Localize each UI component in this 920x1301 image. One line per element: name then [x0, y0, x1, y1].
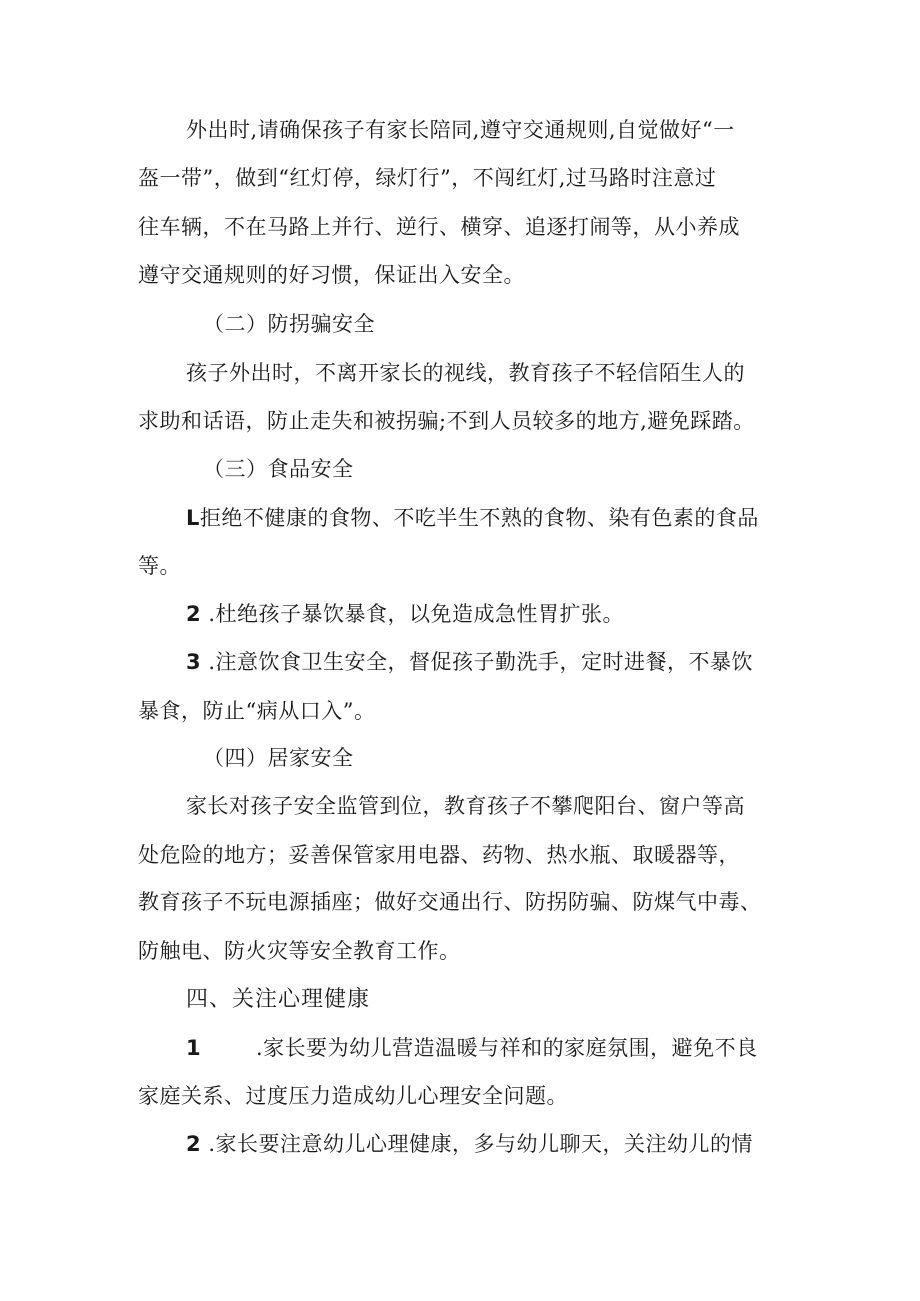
list-item-text: .家长要为幼儿营造温暖与祥和的家庭氛围，避免不良: [256, 1036, 758, 1060]
list-item-text: .家长要注意幼儿心理健康，多与幼儿聊天，关注幼儿的情: [208, 1132, 753, 1156]
paragraph-line: 教育孩子不玩电源插座；做好交通出行、防拐防骗、防煤气中毒、: [138, 890, 762, 914]
subsection-heading: （三）食品安全: [203, 457, 354, 481]
paragraph-line: 家长对孩子安全监管到位，教育孩子不攀爬阳台、窗户等高: [186, 794, 745, 818]
list-item-number: 2: [186, 602, 202, 626]
list-item-text: 拒绝不健康的食物、不吃半生不熟的食物、染有色素的食品: [199, 506, 759, 530]
subsection-heading: （二）防拐骗安全: [203, 312, 375, 336]
paragraph-line: 处危险的地方；妥善保管家用电器、药物、热水瓶、取暖器等，: [138, 843, 740, 867]
paragraph-line: 盔一带”，做到“红灯停，绿灯行”，不闯红灯,过马路时注意过: [138, 166, 717, 190]
list-item: [186, 501, 846, 535]
paragraph-line: 防触电、防火灾等安全教育工作。: [138, 939, 461, 963]
paragraph-line: 孩子外出时，不离开家长的视线，教育孩子不轻信陌生人的: [186, 361, 745, 385]
paragraph-line: 外出时,请确保孩子有家长陪同,遵守交通规则,自觉做好“一: [186, 118, 735, 142]
list-item: [186, 1127, 846, 1161]
paragraph-line: 往车辆，不在马路上并行、逆行、横穿、追逐打闹等，从小养成: [138, 215, 740, 239]
paragraph-line: 等。: [138, 554, 181, 578]
list-item-number: L: [186, 506, 200, 530]
list-item-number: 3: [186, 650, 202, 674]
paragraph-line: 家庭关系、过度压力造成幼儿心理安全问题。: [138, 1084, 568, 1108]
paragraph-line: 遵守交通规则的好习惯，保证出入安全。: [138, 263, 525, 287]
list-item: [186, 645, 846, 679]
list-item-number: 1: [186, 1036, 202, 1060]
list-item: [186, 1031, 846, 1065]
list-item-text: .注意饮食卫生安全，督促孩子勤洗手，定时进餐，不暴饮: [208, 650, 753, 674]
paragraph-line: 求助和话语，防止走失和被拐骗;不到人员较多的地方,避免踩踏。: [138, 409, 755, 433]
paragraph-line: 暴食，防止“病从口入”。: [138, 699, 376, 723]
list-item-number: 2: [186, 1132, 202, 1156]
list-item-text: .杜绝孩子暴饮暴食，以免造成急性胃扩张。: [208, 602, 624, 626]
subsection-heading: （四）居家安全: [203, 746, 354, 770]
list-item: [186, 597, 846, 631]
section-title: 四、关注心理健康: [186, 987, 371, 1012]
